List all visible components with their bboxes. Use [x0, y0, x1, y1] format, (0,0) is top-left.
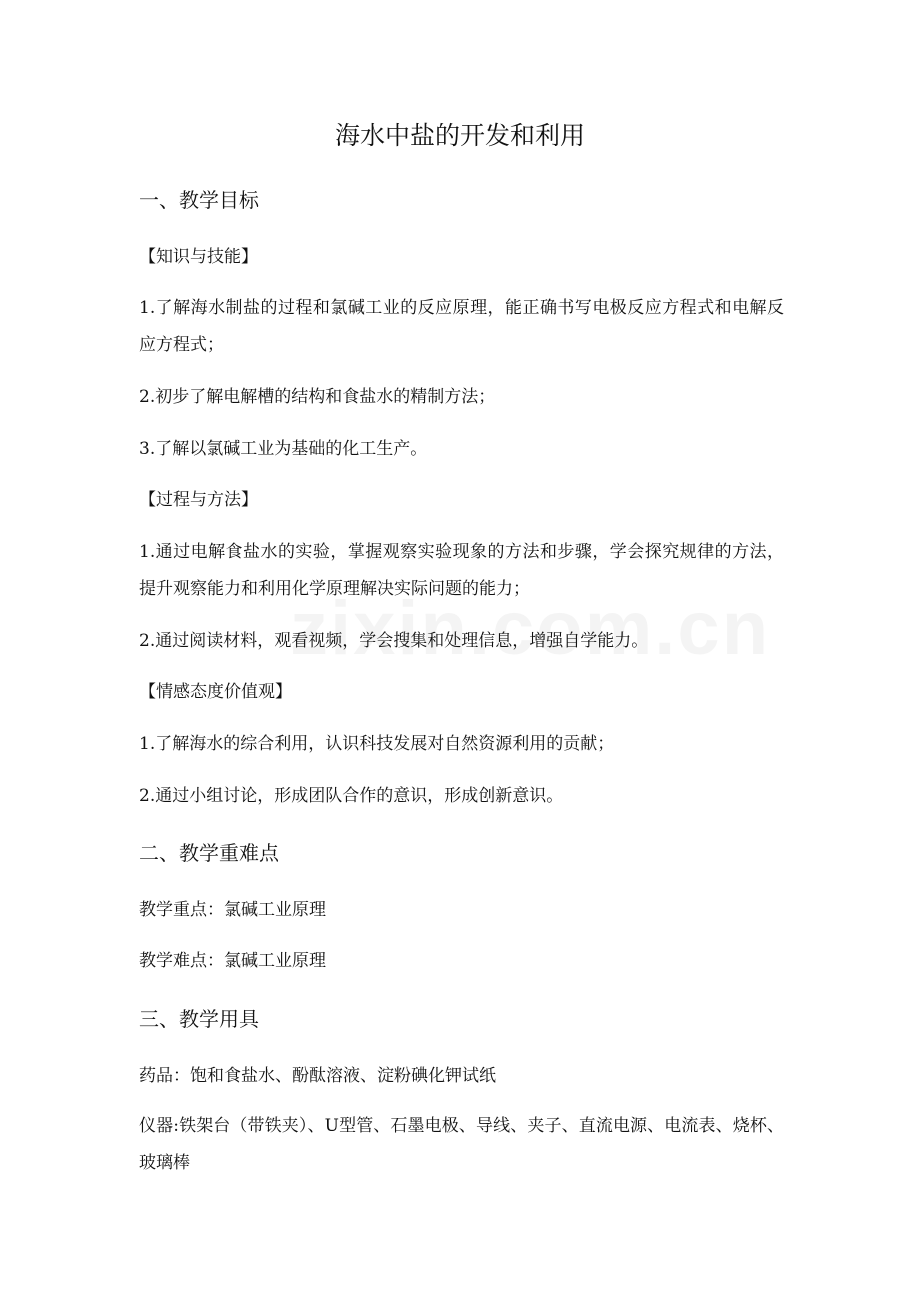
section-heading-key-difficult-points: 二、教学重难点 [139, 841, 279, 865]
section-heading-teaching-tools: 三、教学用具 [139, 1007, 259, 1031]
process-item-2: 2.通过阅读材料，观看视频，学会搜集和处理信息，增强自学能力。 [139, 631, 649, 651]
attitude-item-2: 2.通过小组讨论，形成团队合作的意识，形成创新意识。 [139, 786, 564, 806]
document-title: 海水中盐的开发和利用 [334, 121, 585, 150]
process-item-1: 1.通过电解食盐水的实验，掌握观察实验现象的方法和步骤，学会探究规律的方法，提升观察能力和利用化学原理解决实际问题的能力； [139, 542, 784, 599]
knowledge-item-2: 2.初步了解电解槽的结构和食盐水的精制方法； [139, 387, 496, 407]
instruments-list: 仪器:铁架台（带铁夹）、U型管、石墨电极、导线、夹子、直流电源、电流表、烧杯、玻璃棒 [139, 1116, 784, 1173]
subsection-label-process: 【过程与方法】 [139, 490, 258, 510]
attitude-item-1: 1.了解海水的综合利用，认识科技发展对自然资源利用的贡献； [139, 734, 615, 754]
subsection-label-knowledge: 【知识与技能】 [139, 247, 258, 267]
key-point: 教学重点：氯碱工业原理 [139, 900, 326, 920]
difficult-point: 教学难点：氯碱工业原理 [139, 951, 326, 971]
subsection-label-attitude: 【情感态度价值观】 [139, 682, 292, 702]
section-heading-teaching-objectives: 一、教学目标 [139, 188, 259, 212]
knowledge-item-1: 1.了解海水制盐的过程和氯碱工业的反应原理，能正确书写电极反应方程式和电解反应方程式； [139, 298, 784, 355]
knowledge-item-3: 3.了解以氯碱工业为基础的化工生产。 [139, 439, 428, 459]
chemicals-list: 药品：饱和食盐水、酚酞溶液、淀粉碘化钾试纸 [139, 1066, 496, 1086]
